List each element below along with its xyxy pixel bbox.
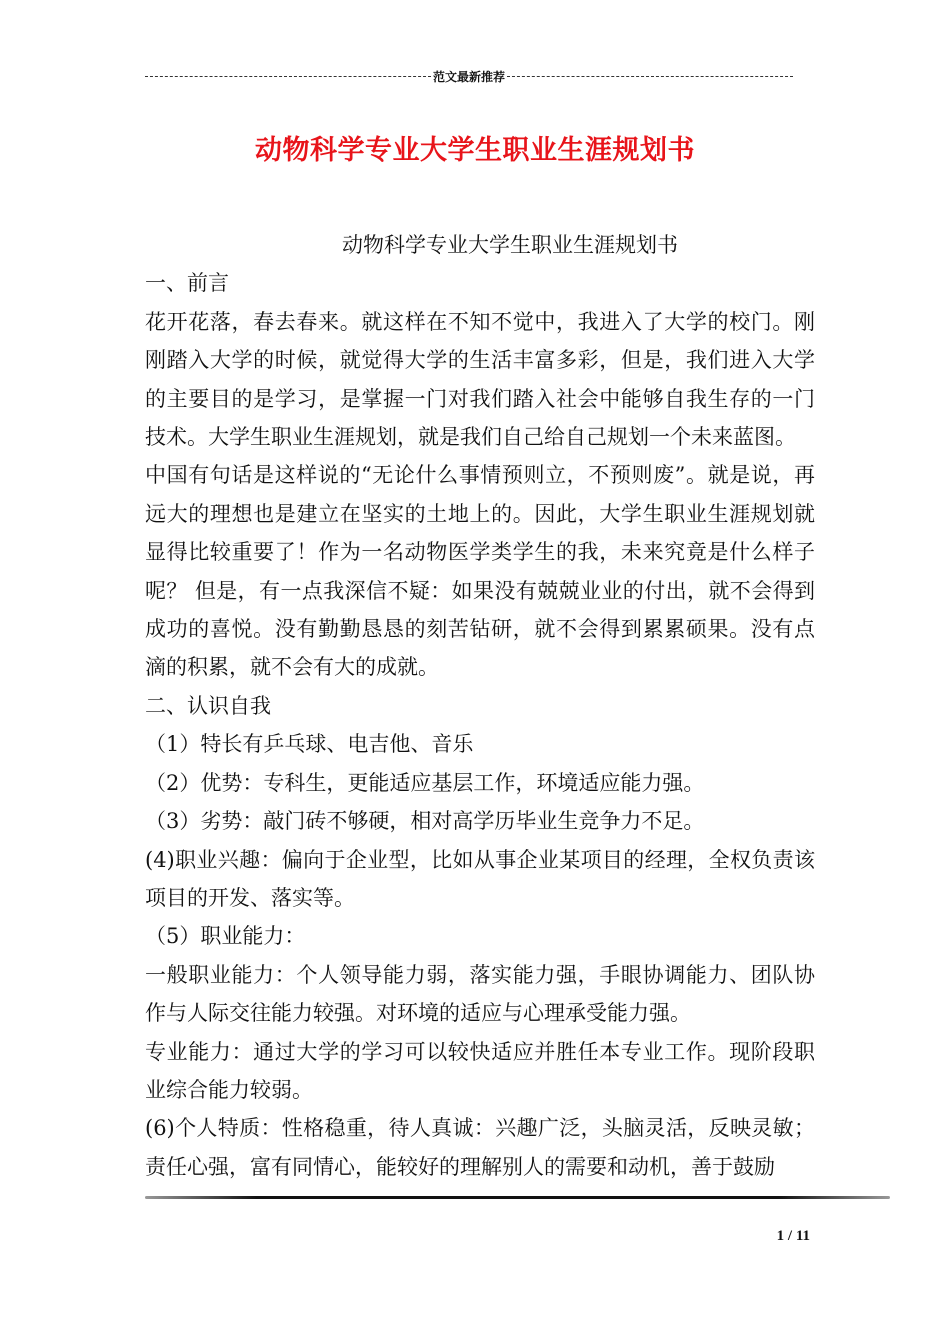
list-item: （3）劣势：敲门砖不够硬，相对高学历毕业生竞争力不足。 xyxy=(145,809,705,834)
list-item: （5）职业能力： xyxy=(145,924,306,949)
page-number: 1 / 11 xyxy=(776,1228,810,1244)
header-label: 范文最新推荐 xyxy=(433,69,506,84)
paragraph: 专业能力：通过大学的学习可以较快适应并胜任本专业工作。现阶段职业综合能力较弱。 xyxy=(145,1039,815,1102)
paragraph: 一般职业能力：个人领导能力弱，落实能力强，手眼协调能力、团队协作与人际交往能力较强。对环境的适应与心理承受能力强。 xyxy=(145,962,815,1026)
document-title: 动物科学专业大学生职业生涯规划书 xyxy=(255,135,695,166)
paragraph: 中国有句话是这样说的“无论什么事情预则立，不预则废”。就是说，再远大的理想也是建立在坚实的土地上的。因此，大学生职业生涯规划就显得比较重要了！作为一名动物医学类学生的我，未来究竟是什么样子呢？ 但是，有一点我深信不疑：如果没有兢兢业业的付出，就不会得到成功的喜悦。没有勤勤恳恳的刻苦钻研，就不会得到累累硕果。没有点滴的积累，就不会有大的成就。 xyxy=(145,463,815,680)
section-heading-self-knowledge: 二、认识自我 xyxy=(145,693,271,718)
list-item: （2）优势：专科生，更能适应基层工作，环境适应能力强。 xyxy=(145,770,705,795)
page-header xyxy=(145,66,793,86)
paragraph: 花开花落，春去春来。就这样在不知不觉中，我进入了大学的校门。刚刚踏入大学的时候，就觉得大学的生活丰富多彩，但是，我们进入大学的主要目的是学习，是掌握一门对我们踏入社会中能够自我生存的一门技术。大学生职业生涯规划，就是我们自己给自己规划一个未来蓝图。 xyxy=(145,309,815,450)
document-subtitle: 动物科学专业大学生职业生涯规划书 xyxy=(342,233,678,257)
list-item: (6)个人特质：性格稳重，待人真诚：兴趣广泛，头脑灵活，反映灵敏；责任心强，富有同情心，能较好的理解别人的需要和动机，善于鼓励 xyxy=(145,1116,815,1179)
footer-rule xyxy=(145,1196,890,1199)
section-heading-preface: 一、前言 xyxy=(145,271,229,296)
list-item: （1）特长有乒乓球、电吉他、音乐 xyxy=(145,732,474,757)
list-item: (4)职业兴趣：偏向于企业型，比如从事企业某项目的经理，全权负责该项目的开发、落实等。 xyxy=(145,847,815,910)
header-dash-left xyxy=(145,76,431,77)
document-body xyxy=(145,226,815,1186)
header-dash-right xyxy=(507,76,793,77)
